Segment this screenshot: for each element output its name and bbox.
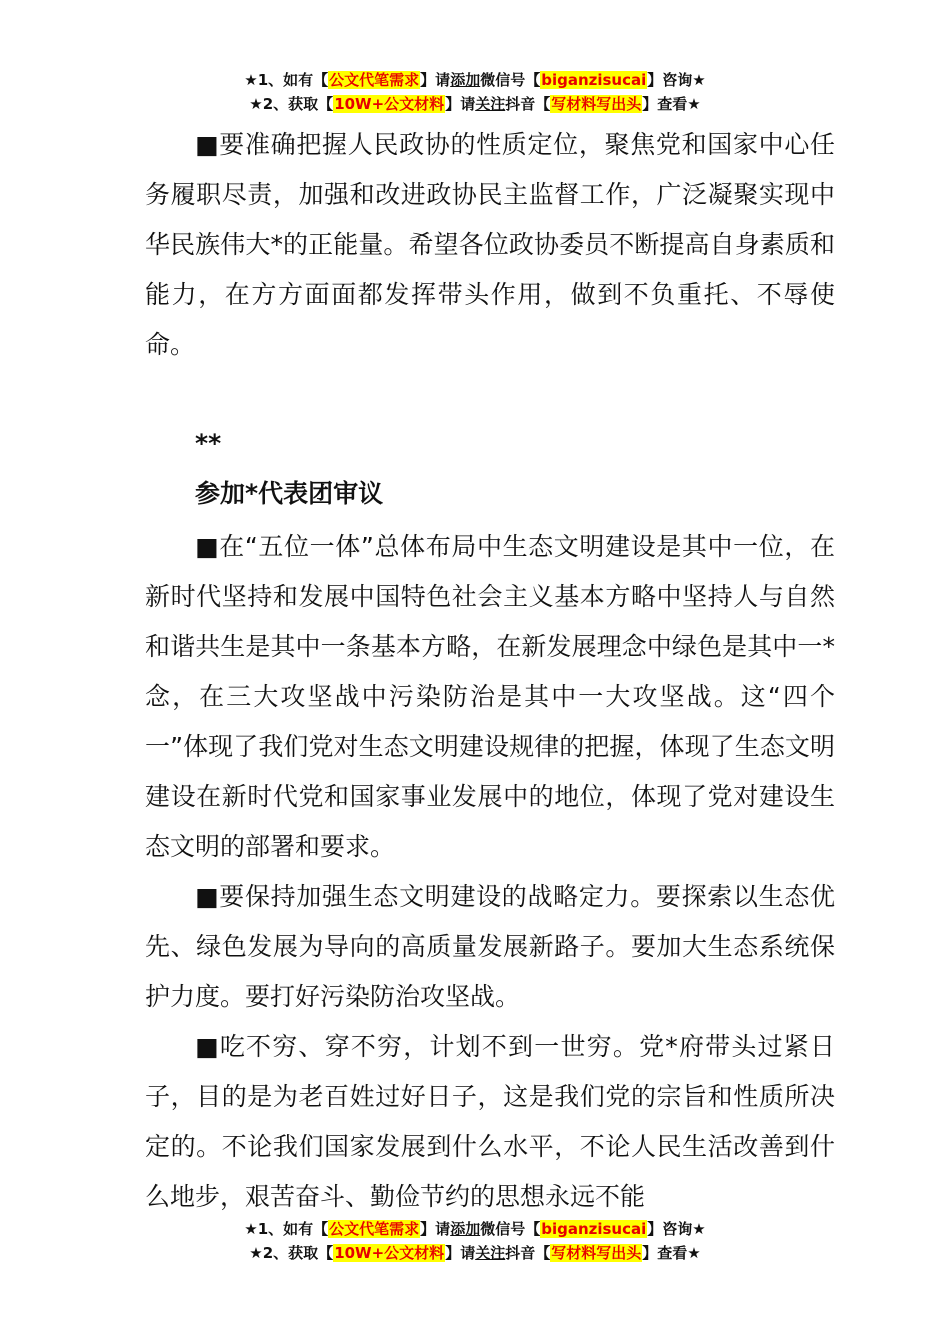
- section-title: 参加*代表团审议: [195, 479, 384, 508]
- header-banner: [0, 68, 950, 116]
- paragraph-4: ■吃不穷、穿不穷，计划不到一世穷。党*府带头过紧日子，目的是为老百姓过好日子，这是我们党的宗旨和性质所决定的。不论我们国家发展到什么水平，不论人民生活改善到什么地步，艰苦奋斗、勤俭节约的思想永远不能: [145, 1032, 835, 1211]
- footer-banner: [0, 1217, 950, 1265]
- banner-line-1: ★1、如有【公文代笔需求】请添加微信号【biganzisucai】咨询★: [244, 1220, 706, 1238]
- highlight-materials: 10W+公文材料: [334, 95, 445, 113]
- separator-mark: **: [195, 429, 222, 458]
- highlight-douyin-account: 写材料写出头: [551, 95, 642, 113]
- highlight-materials: 10W+公文材料: [334, 1244, 445, 1262]
- paragraph-2: ■在“五位一体”总体布局中生态文明建设是其中一位，在新时代坚持和发展中国特色社会主义基本方略中坚持人与自然和谐共生是其中一条基本方略，在新发展理念中绿色是其中一*念，在三大攻坚战中污染防治是其中一大攻坚战。这“四个一”体现了我们党对生态文明建设规律的把握，体现了生态文明建设在新时代党和国家事业发展中的地位，体现了党对建设生态文明的部署和要求。: [145, 532, 835, 861]
- banner-line-2: ★2、获取【10W+公文材料】请关注抖音【写材料写出头】查看★: [249, 95, 701, 113]
- paragraph-1: ■要准确把握人民政协的性质定位，聚焦党和国家中心任务履职尽责，加强和改进政协民主监督工作，广泛凝聚实现中华民族伟大*的正能量。希望各位政协委员不断提高自身素质和能力，在方方面面都发挥带头作用，做到不负重托、不辱使命。: [145, 130, 835, 359]
- document-body: [145, 120, 835, 1222]
- highlight-ghostwriting: 公文代笔需求: [329, 1220, 420, 1238]
- highlight-ghostwriting: 公文代笔需求: [329, 71, 420, 89]
- highlight-wechat-id: biganzisucai: [541, 71, 647, 89]
- banner-line-1: ★1、如有【公文代笔需求】请添加微信号【biganzisucai】咨询★: [244, 71, 706, 89]
- paragraph-3: ■要保持加强生态文明建设的战略定力。要探索以生态优先、绿色发展为导向的高质量发展新路子。要加大生态系统保护力度。要打好污染防治攻坚战。: [145, 882, 835, 1011]
- banner-line-2: ★2、获取【10W+公文材料】请关注抖音【写材料写出头】查看★: [249, 1244, 701, 1262]
- spacer: [145, 370, 835, 420]
- highlight-wechat-id: biganzisucai: [541, 1220, 647, 1238]
- highlight-douyin-account: 写材料写出头: [551, 1244, 642, 1262]
